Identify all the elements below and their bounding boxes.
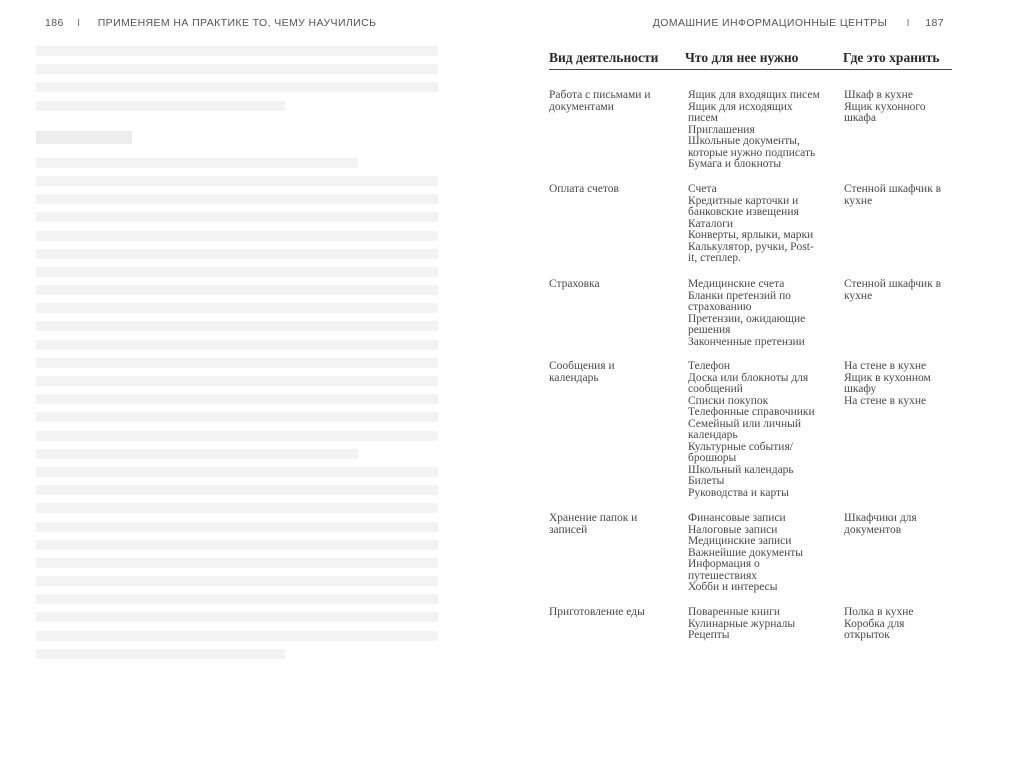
faded-line [36,358,438,368]
needs-cell [688,513,836,594]
faded-line [36,540,438,550]
cell-line: Страховка [549,278,600,290]
faded-line [36,194,438,204]
faded-line [36,449,358,459]
cell-line: Налоговые записи [688,523,778,536]
cell-line: Финансовые записи [688,512,786,524]
faded-line [36,267,438,277]
cell-line: Конверты, ярлыки, марки [688,229,814,241]
where-cell [844,184,956,207]
faded-line [36,340,438,350]
cell-line: Информация о [688,558,760,570]
cell-line: Школьный календарь [688,463,794,476]
header-activity: Вид деятельности [549,50,659,65]
cell-line: Ящик для исходящих [688,100,793,113]
activity-cell [549,361,671,384]
cell-line: путешествиях [688,569,758,582]
faded-line [36,82,438,92]
faded-line [36,412,438,422]
cell-line: Претензии, ожидающие [688,312,806,325]
header-where: Где это хранить [843,50,940,65]
right-running-head [653,17,944,29]
cell-line: Важнейшие документы [688,546,804,559]
cell-line: документов [844,523,902,536]
cell-line: Шкаф в кухне [844,89,913,101]
cell-line: Коробка для [844,617,905,630]
activity-cell [549,90,671,113]
cell-line: открыток [844,629,890,641]
right-running-head-title: ДОМАШНИЕ ИНФОРМАЦИОННЫЕ ЦЕНТРЫ [652,17,888,29]
cell-line: календарь [688,429,738,441]
cell-line: Калькулятор, ручки, Post- [688,240,814,253]
table-header [549,49,952,70]
faded-line [36,503,438,513]
cell-line: Приглашения [688,123,755,136]
right-page-number: 187 [925,17,944,29]
needs-cell [688,279,836,348]
cell-line: Рецепты [688,629,730,641]
cell-line: it, степлер. [688,252,741,264]
cell-line: Доска или блокноты для [688,371,809,384]
header-needs: Что для нее нужно [685,50,799,65]
cell-line: которые нужно подписать [688,146,816,159]
faded-line [36,249,438,259]
cell-line: Кредитные карточки и [688,194,799,207]
where-cell [844,513,956,536]
needs-cell [688,607,836,642]
cell-line: Бумага и блокноты [688,158,782,170]
cell-line: Кулинарные журналы [688,617,796,630]
left-head-separator: I [77,17,81,29]
cell-line: записей [549,523,588,536]
cell-line: Медицинские счета [688,278,785,290]
cell-line: документами [549,100,614,113]
cell-line: Культурные события/ [688,440,793,453]
faded-line [36,594,438,604]
activity-cell [549,279,671,291]
cell-line: брошюры [688,452,737,464]
activity-cell [549,607,671,619]
faded-heading [36,131,132,144]
cell-line: Ящик в кухонном [844,371,931,384]
cell-line: Ящик для входящих писем [688,89,820,101]
where-cell [844,90,956,125]
where-cell [844,607,956,642]
cell-line: календарь [549,371,599,384]
cell-line: шкафу [844,383,877,395]
cell-line: Списки покупок [688,394,769,407]
faded-line [36,321,438,331]
needs-cell [688,184,836,265]
cell-line: Медицинские записи [688,535,792,547]
faded-line [36,558,438,568]
cell-line: Поваренные книги [688,606,781,618]
cell-line: Работа с письмами и [549,89,651,101]
cell-line: Приготовление еды [549,606,645,618]
faded-body-text [36,46,438,667]
faded-line [36,394,438,404]
cell-line: Хранение папок и [549,512,638,524]
cell-line: Семейный или личный [688,417,801,430]
cell-line: кухне [844,289,873,302]
cell-line: Оплата счетов [549,183,619,195]
right-head-separator: I [906,17,910,29]
cell-line: Телефон [688,360,731,372]
faded-line [36,649,285,659]
left-running-head-title: ПРИМЕНЯЕМ НА ПРАКТИКЕ ТО, ЧЕМУ НАУЧИЛИСЬ [97,17,377,29]
faded-line [36,522,438,532]
faded-line [36,212,438,222]
cell-line: Сообщения и [549,360,615,372]
cell-line: страхованию [688,301,752,313]
cell-line: Школьные документы, [688,135,800,147]
faded-line [36,467,438,477]
right-page [510,0,1029,767]
cell-line: Билеты [688,475,725,487]
faded-line [36,64,438,74]
left-page-number: 186 [45,17,64,29]
faded-line [36,431,438,441]
where-cell [844,361,956,407]
faded-line [36,576,438,586]
cell-line: Законченные претензии [688,335,805,348]
faded-line [36,485,438,495]
cell-line: писем [688,112,718,124]
faded-line [36,158,358,168]
cell-line: Каталоги [688,217,734,230]
cell-line: сообщений [688,383,743,395]
left-page [0,0,510,767]
cell-line: Телефонные справочники [688,406,815,418]
cell-line: Шкафчики для [844,512,917,524]
cell-line: Руководства и карты [688,486,789,499]
cell-line: шкафа [844,112,876,124]
cell-line: Полка в кухне [844,606,914,618]
needs-cell [688,90,836,171]
faded-line [36,303,438,313]
cell-line: Хобби и интересы [688,581,778,593]
faded-line [36,376,438,386]
cell-line: Ящик кухонного [844,100,926,113]
faded-line [36,631,438,641]
faded-line [36,231,438,241]
where-cell [844,279,956,302]
needs-cell [688,361,836,499]
cell-line: банковские извещения [688,206,799,218]
cell-line: Стенной шкафчик в [844,278,942,290]
cell-line: решения [688,324,731,336]
faded-line [36,101,285,111]
faded-line [36,612,438,622]
left-running-head [45,17,376,29]
cell-line: Счета [688,183,717,195]
cell-line: На стене в кухне [844,394,927,407]
cell-line: кухне [844,194,873,207]
cell-line: Стенной шкафчик в [844,183,942,195]
cell-line: На стене в кухне [844,360,927,372]
faded-line [36,285,438,295]
faded-line [36,46,438,56]
activity-cell [549,513,671,536]
cell-line: Бланки претензий по [688,289,791,302]
activity-cell [549,184,671,196]
faded-line [36,176,438,186]
